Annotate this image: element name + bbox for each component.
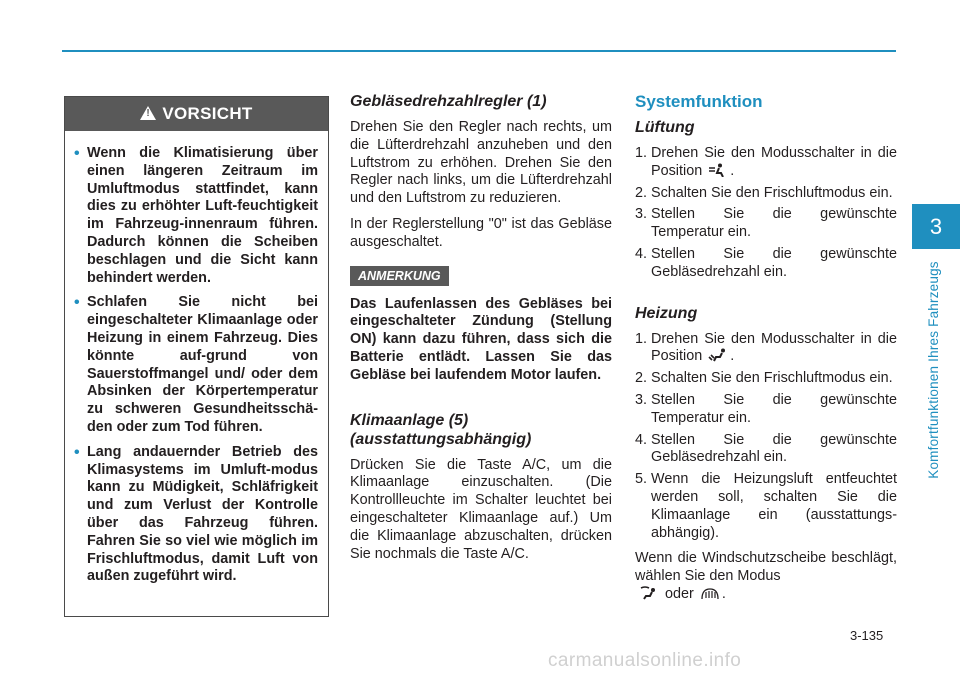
list-item: 2. Schalten Sie den Frischluftmodus ein.	[635, 370, 893, 387]
floor-defrost-icon	[639, 586, 659, 600]
list-item: 5. Wenn die Heizungsluft entfeuchtet werden soll, schalten Sie die Klimaanlage ein (ausstattungs-abhängig).	[635, 471, 897, 541]
list-item: 2. Schalten Sie den Frischluftmodus ein.	[635, 184, 893, 201]
list-item: 4. Stellen Sie die gewünschte Gebläsedrehzahl ein.	[635, 431, 897, 466]
page-number: 3-135	[850, 628, 884, 643]
middle-column	[350, 92, 612, 571]
list-item: 4. Stellen Sie die gewünschte Gebläsedrehzahl ein.	[635, 245, 897, 280]
warning-box	[64, 96, 329, 617]
ac-heading-line2: (ausstattungsabhängig)	[350, 430, 532, 448]
ac-heading-line1: Klimaanlage (5)	[350, 411, 469, 429]
fan-speed-heading: Gebläsedrehzahlregler (1)	[350, 93, 547, 110]
system-function-heading: Systemfunktion	[635, 92, 763, 111]
heating-steps	[635, 331, 897, 543]
warning-item: • Lang andauernder Betrieb des Klimasystems im Umluft-modus kann zu Müdigkeit, Schläfrigkeit und zum Verlust der Kontrolle über das Fahrzeug führen. Fahren Sie so viel wie möglich im Frischluftmodus, damit Luft von außen zugeführt wird.	[87, 444, 318, 586]
ac-text: Drücken Sie die Taste A/C, um die Klimaanlage einzuschalten. (Die Kontrollleuchte im Schalter leuchtet bei eingeschalteter Klimaanlage auf.) Um die Klimaanlage abzuschalten, drücken Sie nochmals die Taste A/C.	[350, 456, 612, 562]
chapter-title: Komfortfunktionen Ihres Fahrzeugs	[926, 261, 941, 479]
heating-heading: Heizung	[635, 304, 698, 322]
ac-heading	[350, 411, 612, 449]
warning-list	[65, 131, 328, 586]
warning-item: • Wenn die Klimatisierung über einen längeren Zeitraum im Umluftmodus stattfindet, kann dies zu erhöhter Luft-feuchtigkeit im Fahrzeug-innenraum führen. Dadurch können die Scheiben beschlagen und die Sicht kann behindert werden.	[87, 145, 318, 287]
note-label: ANMERKUNG	[350, 266, 449, 286]
fan-off-text: In der Reglerstellung "0" ist das Gebläse ausgeschaltet.	[350, 215, 612, 250]
list-item: 1. Drehen Sie den Modusschalter in die Position .	[635, 330, 897, 365]
watermark: carmanualsonline.info	[548, 650, 742, 671]
face-vent-icon	[708, 163, 728, 177]
chapter-number-tab	[912, 204, 960, 249]
right-column	[635, 92, 897, 612]
fan-speed-text: Drehen Sie den Regler nach rechts, um die Lüfterdrehzahl anzuheben und den Luftstrom zu erhöhen. Drehen Sie den Regler nach links, um die Lüfterdrehzahl und den Luftstrom zu reduzieren.	[350, 119, 612, 207]
top-rule	[62, 50, 896, 52]
warning-item: • Schlafen Sie nicht bei eingeschalteter Klimaanlage oder Heizung in einem Fahrzeug. Dies könnte auf-grund von Sauerstoffmangel und/ oder dem Absinken der Körpertemperatur zu schweren Gesundheitsschä-den oder zum Tod führen.	[87, 294, 318, 436]
list-item: 3. Stellen Sie die gewünschte Temperatur ein.	[635, 391, 897, 426]
defrost-text: Wenn die Windschutzscheibe beschlägt, wählen Sie den Modus oder .	[635, 550, 897, 602]
cooling-heading: Lüftung	[635, 119, 695, 136]
warning-triangle-icon	[140, 106, 156, 120]
floor-vent-icon	[708, 348, 728, 362]
list-item: 1. Drehen Sie den Modusschalter in die Position .	[635, 145, 897, 179]
warning-header	[65, 97, 328, 131]
note-text: Das Laufenlassen des Gebläses bei eingeschalteter Zündung (Stellung ON) kann dazu führen, dass sich die Batterie entlädt. Lassen Sie das Gebläse bei laufendem Motor laufen.	[350, 295, 612, 383]
warning-heading: VORSICHT	[162, 104, 253, 123]
list-item: 3. Stellen Sie die gewünschte Temperatur ein.	[635, 206, 897, 241]
windshield-defrost-icon	[700, 586, 720, 600]
cooling-steps	[635, 145, 897, 282]
chapter-number: 3	[929, 213, 943, 239]
chapter-side-title	[922, 250, 946, 490]
